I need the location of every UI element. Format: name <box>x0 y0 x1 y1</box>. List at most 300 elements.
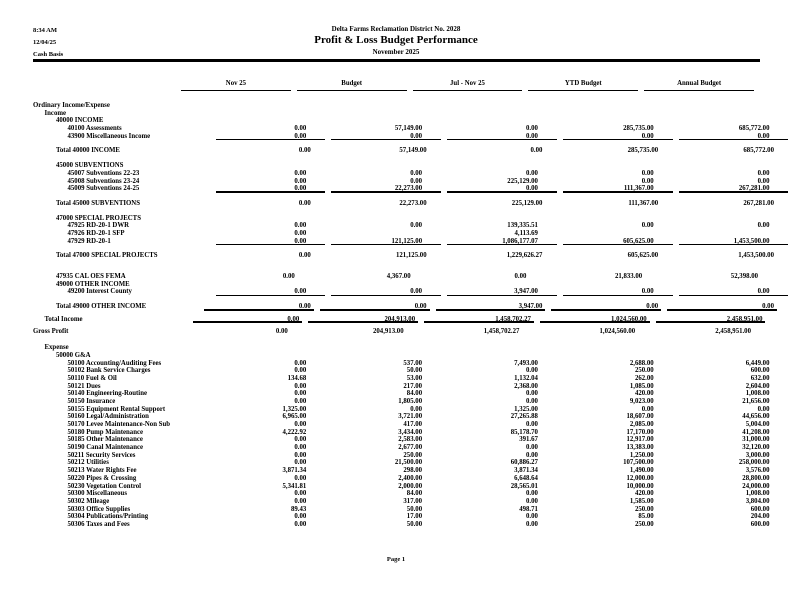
spacer-row <box>33 208 760 215</box>
report-row <box>33 390 770 398</box>
report-row <box>33 132 770 141</box>
account-label: Total Income <box>44 315 83 323</box>
amount-cell: 0.00 <box>563 288 673 296</box>
report-row <box>33 185 770 193</box>
amount-cell: 0.00 <box>525 520 538 528</box>
account-label: 47935 CAL OES FEMA <box>56 273 126 280</box>
account-label: 50170 Levee Maintenance-Non Sub <box>67 421 171 428</box>
amount-cell: 0.00 <box>298 147 311 155</box>
amount-cell: 0.00 <box>294 222 307 230</box>
account-label: 50155 Equipment Rental Support <box>67 405 166 413</box>
amount-cell: 0.00 <box>410 169 423 177</box>
amount-cell: 7,493.00 <box>514 359 538 367</box>
amount-cell: 298.00 <box>403 467 423 475</box>
amount-cell: 0.00 <box>294 459 307 467</box>
report-row <box>33 230 760 238</box>
spacer-row <box>33 336 760 344</box>
amount-cell: 0.00 <box>294 169 307 177</box>
amount-cell: 0.00 <box>216 133 326 141</box>
account-label: 50304 Publications/Printing <box>67 513 149 521</box>
report-row <box>33 436 770 444</box>
spacer-row <box>33 155 760 162</box>
amount-cell: 121,125.00 <box>396 252 427 260</box>
amount-cell: 498.71 <box>519 505 538 513</box>
amount-cell: 27,265.88 <box>510 413 538 421</box>
account-label: 40100 Assessments <box>67 125 122 133</box>
report-body <box>33 102 774 529</box>
amount-cell: 0.00 <box>641 222 654 230</box>
amount-cell: 600.00 <box>750 367 770 375</box>
amount-cell: 0.00 <box>275 328 288 336</box>
report-row <box>33 102 760 110</box>
amount-cell: 0.00 <box>757 405 770 413</box>
account-label: 50302 Mileage <box>67 497 110 505</box>
amount-cell: 605,625.00 <box>627 252 659 260</box>
amount-cell: 28,800.00 <box>742 474 770 482</box>
amount-cell: 250.00 <box>403 451 423 459</box>
amount-cell: 2,583.00 <box>398 436 423 444</box>
spacer-row <box>33 140 760 147</box>
amount-cell: 204.00 <box>750 513 770 521</box>
amount-cell: 250.00 <box>634 367 654 375</box>
account-label: 50306 Taxes and Fees <box>67 520 130 528</box>
amount-cell: 0.00 <box>294 520 307 528</box>
company-name: Delta Farms Reclamation District No. 2028 <box>331 25 461 33</box>
report-row <box>33 273 760 281</box>
amount-cell: 12,917.00 <box>626 436 654 444</box>
amount-cell: 1,229,626.27 <box>506 252 543 260</box>
amount-cell: 3,947.00 <box>447 288 557 296</box>
amount-cell: 18,607.00 <box>626 413 654 421</box>
amount-cell: 1,805.00 <box>398 397 423 405</box>
amount-cell: 21,656.00 <box>742 397 770 405</box>
label-column-spacer <box>33 80 181 91</box>
report-row <box>33 397 770 406</box>
account-label: 50150 Insurance <box>67 397 116 405</box>
amount-cell: 3,871.34 <box>514 467 538 475</box>
account-label: 47925 RD-20-1 DWR <box>67 222 130 230</box>
amount-cell: 1,453,500.00 <box>738 252 774 260</box>
amount-cell: 41,208.00 <box>742 428 770 436</box>
amount-cell: 537.00 <box>403 359 423 367</box>
report-row <box>33 413 770 421</box>
account-label: Total 40000 INCOME <box>56 147 120 155</box>
amount-cell: 1,490.00 <box>629 467 654 475</box>
amount-cell: 420.00 <box>634 490 654 498</box>
amount-cell: 0.00 <box>447 185 557 193</box>
amount-cell: 31,000.00 <box>742 436 770 444</box>
amount-cell: 0.00 <box>294 177 307 185</box>
amount-cell: 2,458,951.00 <box>656 316 766 324</box>
report-row <box>33 490 770 498</box>
column-header: Annual Budget <box>644 80 754 91</box>
amount-cell: 1,453,500.00 <box>679 238 789 246</box>
amount-cell: 0.00 <box>298 199 311 207</box>
report-row <box>33 359 770 368</box>
amount-cell: 5,341.81 <box>282 482 307 490</box>
column-header: Nov 25 <box>181 80 291 91</box>
account-label: 47926 RD-20-1 SFP <box>67 229 125 237</box>
amount-cell: 0.00 <box>294 367 307 375</box>
amount-cell: 50.00 <box>406 520 423 528</box>
amount-cell: 3,947.00 <box>436 303 546 311</box>
account-label: 47000 SPECIAL PROJECTS <box>56 214 141 222</box>
column-header: Jul - Nov 25 <box>413 80 523 91</box>
amount-cell: 391.67 <box>519 436 538 444</box>
report-row <box>33 315 763 324</box>
amount-cell: 0.00 <box>294 513 307 521</box>
report-title: Profit & Loss Budget Performance <box>314 34 478 46</box>
account-label: 50230 Vegetation Control <box>67 482 142 490</box>
amount-cell: 0.00 <box>410 405 423 413</box>
account-label: 47929 RD-20-1 <box>67 237 111 245</box>
amount-cell: 285,735.00 <box>627 147 659 155</box>
amount-cell: 0.00 <box>331 288 441 296</box>
amount-cell: 17.00 <box>406 513 423 521</box>
amount-cell: 0.00 <box>282 273 295 280</box>
account-label: 49000 OTHER INCOME <box>56 280 130 288</box>
page-number: Page 1 <box>386 556 406 563</box>
account-label: 50211 Security Services <box>67 451 136 459</box>
amount-cell: 28,565.01 <box>510 482 538 490</box>
amount-cell: 50.00 <box>406 367 423 375</box>
amount-cell: 685,772.00 <box>738 125 770 133</box>
header-divider <box>33 59 760 62</box>
amount-cell: 53.00 <box>406 374 423 382</box>
amount-cell: 2,604.00 <box>745 382 770 390</box>
amount-cell: 5,004.00 <box>745 421 770 428</box>
amount-cell: 0.00 <box>563 133 673 141</box>
amount-cell: 4,222.92 <box>282 428 307 436</box>
amount-cell: 0.00 <box>294 382 307 390</box>
account-label: 50213 Water Rights Fee <box>67 467 137 475</box>
report-row <box>33 169 770 178</box>
amount-cell: 0.00 <box>294 359 307 367</box>
amount-cell: 84.00 <box>406 490 423 498</box>
account-label: 50303 Office Supplies <box>67 505 131 513</box>
accounting-basis: Cash Basis <box>33 51 64 58</box>
amount-cell: 0.00 <box>525 497 538 505</box>
amount-cell: 417.00 <box>403 421 423 428</box>
amount-cell <box>563 230 673 238</box>
amount-cell: 0.00 <box>525 169 538 177</box>
amount-cell: 1,458,702.27 <box>483 328 520 336</box>
amount-cell: 0.00 <box>525 397 538 405</box>
spacer-row <box>33 245 760 252</box>
report-row <box>33 125 770 133</box>
report-header <box>0 25 792 56</box>
amount-cell: 267,281.00 <box>679 185 789 193</box>
amount-cell: 2,368.00 <box>514 382 538 390</box>
amount-cell: 267,281.00 <box>743 199 774 207</box>
column-header: YTD Budget <box>528 80 638 91</box>
amount-cell: 204,913.00 <box>373 328 404 336</box>
account-label: Income <box>44 109 67 117</box>
account-label: Total 47000 SPECIAL PROJECTS <box>56 252 158 260</box>
amount-cell: 204,913.00 <box>308 316 418 324</box>
amount-cell: 225,129.00 <box>507 177 538 185</box>
amount-cell: 1,250.00 <box>629 451 654 459</box>
account-label: 45009 Subventions 24-25 <box>67 185 140 193</box>
amount-cell: 6,449.00 <box>745 359 770 367</box>
report-row <box>33 382 770 391</box>
amount-cell: 685,772.00 <box>743 147 774 155</box>
report-row <box>33 405 770 414</box>
amount-cell: 3,000.00 <box>745 451 770 459</box>
amount-cell: 21,500.00 <box>394 459 423 467</box>
amount-cell: 258,000.00 <box>738 459 770 467</box>
report-row <box>33 147 774 155</box>
amount-cell: 89.43 <box>291 505 307 513</box>
amount-cell: 1,325.00 <box>514 405 538 413</box>
amount-cell: 0.00 <box>641 405 654 413</box>
amount-cell <box>331 230 441 238</box>
amount-cell: 0.00 <box>294 444 307 452</box>
amount-cell: 0.00 <box>320 303 430 311</box>
report-row <box>33 482 770 491</box>
report-row <box>33 467 770 475</box>
report-row <box>33 252 774 260</box>
account-label: Total 45000 SUBVENTIONS <box>56 199 140 207</box>
amount-cell: 2,458,951.00 <box>715 328 751 336</box>
amount-cell: 1,086,177.07 <box>447 238 557 246</box>
amount-cell: 0.00 <box>551 303 661 311</box>
print-time: 8:34 AM <box>33 27 58 34</box>
amount-cell: 0.00 <box>294 229 307 237</box>
report-row <box>33 474 770 483</box>
report-row <box>33 237 770 246</box>
account-label: 49200 Interest County <box>67 288 132 296</box>
amount-cell: 0.00 <box>294 490 307 498</box>
amount-cell: 0.00 <box>525 444 538 452</box>
amount-cell: 217.00 <box>403 382 423 390</box>
amount-cell: 262.00 <box>634 374 654 382</box>
account-label: 50190 Canal Maintenance <box>67 444 144 452</box>
amount-cell: 0.00 <box>298 252 311 260</box>
amount-cell: 250.00 <box>634 505 654 513</box>
amount-cell: 0.00 <box>216 238 326 246</box>
report-row <box>33 110 760 118</box>
amount-cell: 0.00 <box>294 474 307 482</box>
amount-cell: 600.00 <box>750 520 770 528</box>
amount-cell: 4,367.00 <box>386 273 411 280</box>
account-label: 43900 Miscellaneous Income <box>67 132 151 140</box>
amount-cell: 285,735.00 <box>623 125 654 133</box>
amount-cell: 121,125.00 <box>331 238 441 246</box>
report-row <box>33 199 774 208</box>
amount-cell: 1,024,560.00 <box>540 316 650 324</box>
spacer-row <box>33 296 760 303</box>
amount-cell: 0.00 <box>294 390 307 398</box>
amount-cell: 2,688.00 <box>629 359 654 367</box>
account-label: 50220 Pipes & Crossing <box>67 474 137 482</box>
amount-cell: 13,383.00 <box>626 444 654 452</box>
amount-cell: 0.00 <box>294 436 307 444</box>
amount-cell: 0.00 <box>757 222 770 230</box>
amount-cell: 12,000.00 <box>626 474 654 482</box>
amount-cell: 0.00 <box>525 421 538 428</box>
amount-cell: 0.00 <box>757 169 770 177</box>
account-label: 50121 Dues <box>67 382 101 390</box>
account-label: Total 49000 OTHER INCOME <box>56 303 147 311</box>
amount-cell: 420.00 <box>634 390 654 398</box>
amount-cell: 632.00 <box>750 374 770 382</box>
amount-cell: 0.00 <box>410 177 423 185</box>
amount-cell: 1,024,560.00 <box>599 328 636 336</box>
amount-cell: 2,400.00 <box>398 474 423 482</box>
amount-cell: 0.00 <box>294 125 307 133</box>
report-row <box>33 281 760 289</box>
amount-cell: 605,625.00 <box>563 238 673 246</box>
spacer-row <box>33 260 760 273</box>
amount-cell: 0.00 <box>641 177 654 185</box>
account-label: Expense <box>44 344 69 352</box>
amount-cell: 134.68 <box>287 374 307 382</box>
amount-cell: 6,648.64 <box>514 474 538 482</box>
amount-cell: 1,132.04 <box>514 374 538 382</box>
amount-cell: 24,000.00 <box>742 482 770 490</box>
amount-cell: 85.00 <box>638 513 654 521</box>
amount-cell: 0.00 <box>193 316 303 324</box>
amount-cell: 0.00 <box>447 133 557 141</box>
amount-cell: 0.00 <box>525 367 538 375</box>
amount-cell: 2,000.00 <box>398 482 423 490</box>
amount-cell: 22,273.00 <box>399 199 427 207</box>
report-row <box>33 459 770 467</box>
amount-cell: 3,434.00 <box>398 428 423 436</box>
amount-cell: 84.00 <box>406 390 423 398</box>
report-row <box>33 451 770 460</box>
account-label: 45007 Subventions 22-23 <box>67 169 140 177</box>
report-row <box>33 428 770 437</box>
report-row <box>33 344 760 352</box>
amount-cell: 0.00 <box>216 185 326 193</box>
amount-cell: 225,129.00 <box>511 199 543 207</box>
amount-cell: 600.00 <box>750 505 770 513</box>
amount-cell: 317.00 <box>403 497 423 505</box>
amount-cell: 1,325.00 <box>282 405 307 413</box>
report-row <box>33 513 770 521</box>
account-label: 50180 Pump Maintenance <box>67 428 144 436</box>
spacer-row <box>33 193 760 200</box>
amount-cell: 1,458,702.27 <box>424 316 534 324</box>
amount-cell: 32,120.00 <box>742 444 770 452</box>
account-label: 50110 Fuel & Oil <box>67 374 117 382</box>
amount-cell: 107,500.00 <box>623 459 654 467</box>
account-label: 50140 Engineering-Routine <box>67 390 147 398</box>
report-period: November 2025 <box>372 48 420 56</box>
account-label: 50185 Other Maintenance <box>67 436 143 444</box>
print-date: 12/04/25 <box>33 39 57 46</box>
amount-cell: 250.00 <box>634 520 654 528</box>
amount-cell: 0.00 <box>331 133 441 141</box>
account-label: 50100 Accounting/Auditing Fees <box>67 359 162 367</box>
amount-cell: 0.00 <box>525 125 538 133</box>
amount-cell: 3,721.00 <box>398 413 423 421</box>
amount-cell: 0.00 <box>641 169 654 177</box>
amount-cell: 0.00 <box>530 147 543 155</box>
amount-cell: 21,833.00 <box>615 273 643 280</box>
column-header: Budget <box>297 80 407 91</box>
amount-cell: 57,149.00 <box>399 147 427 155</box>
amount-cell: 9,023.00 <box>629 397 654 405</box>
amount-cell: 0.00 <box>294 421 307 428</box>
amount-cell: 0.00 <box>757 177 770 185</box>
amount-cell: 0.00 <box>667 303 777 311</box>
amount-cell: 4,113.69 <box>514 229 538 237</box>
amount-cell: 52,398.00 <box>730 273 758 280</box>
report-row <box>33 421 770 429</box>
amount-cell: 1,008.00 <box>745 490 770 498</box>
amount-cell: 0.00 <box>525 451 538 459</box>
account-label: 50300 Miscellaneous <box>67 490 127 498</box>
account-label: 50212 Utilities <box>67 459 109 467</box>
report-row <box>33 374 770 383</box>
account-label: 50102 Bank Service Charges <box>67 367 151 375</box>
report-row <box>33 444 770 452</box>
amount-cell: 1,008.00 <box>745 390 770 398</box>
amount-cell: 57,149.00 <box>394 125 423 133</box>
amount-cell: 111,367.00 <box>628 199 659 207</box>
report-row <box>33 497 770 506</box>
amount-cell: 1,085.00 <box>629 382 654 390</box>
amount-cell: 17,170.00 <box>626 428 654 436</box>
report-row <box>33 352 760 360</box>
report-row <box>33 303 774 311</box>
report-row <box>33 222 770 230</box>
report-row <box>33 215 760 223</box>
report-row <box>33 505 770 514</box>
report-row <box>33 367 770 375</box>
account-label: Gross Profit <box>33 328 69 336</box>
account-label: 45008 Subventions 23-24 <box>67 177 140 185</box>
amount-cell: 0.00 <box>525 490 538 498</box>
amount-cell <box>679 230 789 238</box>
amount-cell: 0.00 <box>294 451 307 459</box>
amount-cell: 0.00 <box>294 497 307 505</box>
amount-cell: 0.00 <box>525 513 538 521</box>
amount-cell: 3,871.34 <box>282 467 307 475</box>
amount-cell: 6,965.00 <box>282 413 307 421</box>
amount-cell: 10,000.00 <box>626 482 654 490</box>
report-row <box>33 288 770 296</box>
report-row <box>33 117 760 125</box>
account-label: 40000 INCOME <box>56 117 104 125</box>
amount-cell: 2,085.00 <box>629 421 654 428</box>
report-row <box>33 177 770 186</box>
amount-cell: 0.00 <box>410 222 423 230</box>
amount-cell: 139,335.51 <box>507 222 538 230</box>
amount-cell: 1,585.00 <box>629 497 654 505</box>
amount-cell: 0.00 <box>514 273 527 280</box>
amount-cell: 50.00 <box>406 505 423 513</box>
column-headers <box>33 80 760 91</box>
amount-cell: 3,804.00 <box>745 497 770 505</box>
amount-cell: 60,886.27 <box>510 459 538 467</box>
account-label: Ordinary Income/Expense <box>33 102 110 109</box>
amount-cell: 2,677.00 <box>398 444 423 452</box>
amount-cell: 85,178.70 <box>510 428 538 436</box>
amount-cell: 0.00 <box>525 390 538 398</box>
amount-cell: 111,367.00 <box>563 185 673 193</box>
amount-cell: 0.00 <box>679 288 789 296</box>
amount-cell: 0.00 <box>294 397 307 405</box>
account-label: 45000 SUBVENTIONS <box>56 162 124 170</box>
amount-cell: 0.00 <box>679 133 789 141</box>
report-row <box>33 162 760 170</box>
account-label: 50160 Legal/Administration <box>67 413 149 421</box>
amount-cell: 0.00 <box>216 288 326 296</box>
